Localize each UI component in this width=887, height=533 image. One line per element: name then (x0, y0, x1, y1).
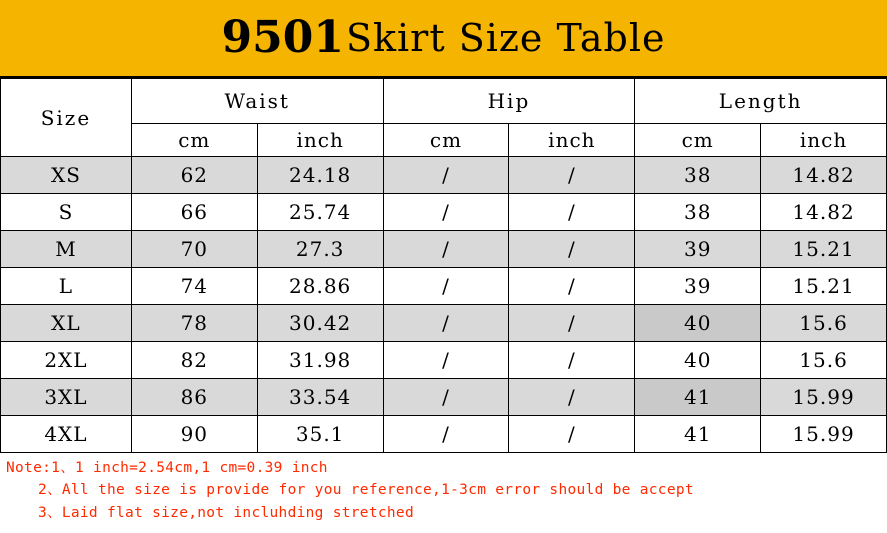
cell-size: 3XL (1, 379, 132, 416)
cell-hip-inch: / (509, 268, 635, 305)
cell-hip-inch: / (509, 157, 635, 194)
cell-hip-cm: / (383, 231, 509, 268)
cell-waist-inch: 30.42 (257, 305, 383, 342)
table-row (1, 231, 887, 268)
cell-length-cm: 41 (635, 416, 761, 453)
table-row (1, 305, 887, 342)
notes-block (0, 453, 887, 524)
cell-hip-cm: / (383, 416, 509, 453)
cell-length-cm: 39 (635, 231, 761, 268)
cell-length-inch: 15.99 (761, 379, 887, 416)
cell-length-cm: 39 (635, 268, 761, 305)
cell-length-cm: 38 (635, 194, 761, 231)
cell-hip-inch: / (509, 416, 635, 453)
unit-hip-inch: inch (509, 124, 635, 157)
cell-length-inch: 15.21 (761, 268, 887, 305)
table-group-header-row (1, 79, 887, 124)
cell-length-cm: 40 (635, 305, 761, 342)
table-row (1, 379, 887, 416)
header-hip: Hip (383, 79, 635, 124)
table-row (1, 342, 887, 379)
cell-waist-cm: 66 (131, 194, 257, 231)
product-code: 9501 (221, 12, 344, 63)
cell-waist-cm: 82 (131, 342, 257, 379)
unit-waist-cm: cm (131, 124, 257, 157)
cell-hip-cm: / (383, 305, 509, 342)
header-waist: Waist (131, 79, 383, 124)
cell-size: XS (1, 157, 132, 194)
page-title: Skirt Size Table (345, 16, 666, 60)
cell-waist-cm: 62 (131, 157, 257, 194)
cell-size: XL (1, 305, 132, 342)
cell-hip-cm: / (383, 157, 509, 194)
cell-size: M (1, 231, 132, 268)
note-line-1: Note:1、1 inch=2.54cm,1 cm=0.39 inch (6, 460, 328, 476)
cell-hip-inch: / (509, 305, 635, 342)
cell-length-inch: 15.6 (761, 342, 887, 379)
cell-waist-cm: 90 (131, 416, 257, 453)
cell-hip-cm: / (383, 342, 509, 379)
cell-hip-inch: / (509, 379, 635, 416)
cell-size: 2XL (1, 342, 132, 379)
cell-waist-inch: 27.3 (257, 231, 383, 268)
cell-waist-inch: 24.18 (257, 157, 383, 194)
page-title-bar (0, 0, 887, 78)
cell-waist-cm: 86 (131, 379, 257, 416)
note-line-2: 2、All the size is provide for you reference,1-3cm error should be accept (38, 482, 694, 499)
cell-waist-cm: 74 (131, 268, 257, 305)
note-line-3: 3、Laid flat size,not incluhding stretched (38, 504, 414, 521)
header-size: Size (1, 79, 132, 157)
unit-waist-inch: inch (257, 124, 383, 157)
cell-hip-inch: / (509, 231, 635, 268)
cell-length-inch: 15.21 (761, 231, 887, 268)
cell-size: S (1, 194, 132, 231)
size-table (0, 78, 887, 453)
table-row (1, 268, 887, 305)
cell-size: 4XL (1, 416, 132, 453)
table-row (1, 416, 887, 453)
cell-length-cm: 41 (635, 379, 761, 416)
cell-waist-cm: 78 (131, 305, 257, 342)
cell-hip-inch: / (509, 194, 635, 231)
unit-length-cm: cm (635, 124, 761, 157)
cell-hip-inch: / (509, 342, 635, 379)
table-row (1, 194, 887, 231)
cell-hip-cm: / (383, 268, 509, 305)
header-length: Length (635, 79, 887, 124)
cell-size: L (1, 268, 132, 305)
cell-waist-cm: 70 (131, 231, 257, 268)
cell-waist-inch: 31.98 (257, 342, 383, 379)
cell-length-cm: 40 (635, 342, 761, 379)
table-row (1, 157, 887, 194)
unit-length-inch: inch (761, 124, 887, 157)
cell-length-inch: 15.6 (761, 305, 887, 342)
cell-hip-cm: / (383, 194, 509, 231)
cell-waist-inch: 28.86 (257, 268, 383, 305)
unit-hip-cm: cm (383, 124, 509, 157)
cell-waist-inch: 25.74 (257, 194, 383, 231)
cell-length-cm: 38 (635, 157, 761, 194)
cell-waist-inch: 33.54 (257, 379, 383, 416)
table-unit-header-row (1, 124, 887, 157)
cell-length-inch: 15.99 (761, 416, 887, 453)
cell-hip-cm: / (383, 379, 509, 416)
cell-length-inch: 14.82 (761, 157, 887, 194)
cell-waist-inch: 35.1 (257, 416, 383, 453)
cell-length-inch: 14.82 (761, 194, 887, 231)
